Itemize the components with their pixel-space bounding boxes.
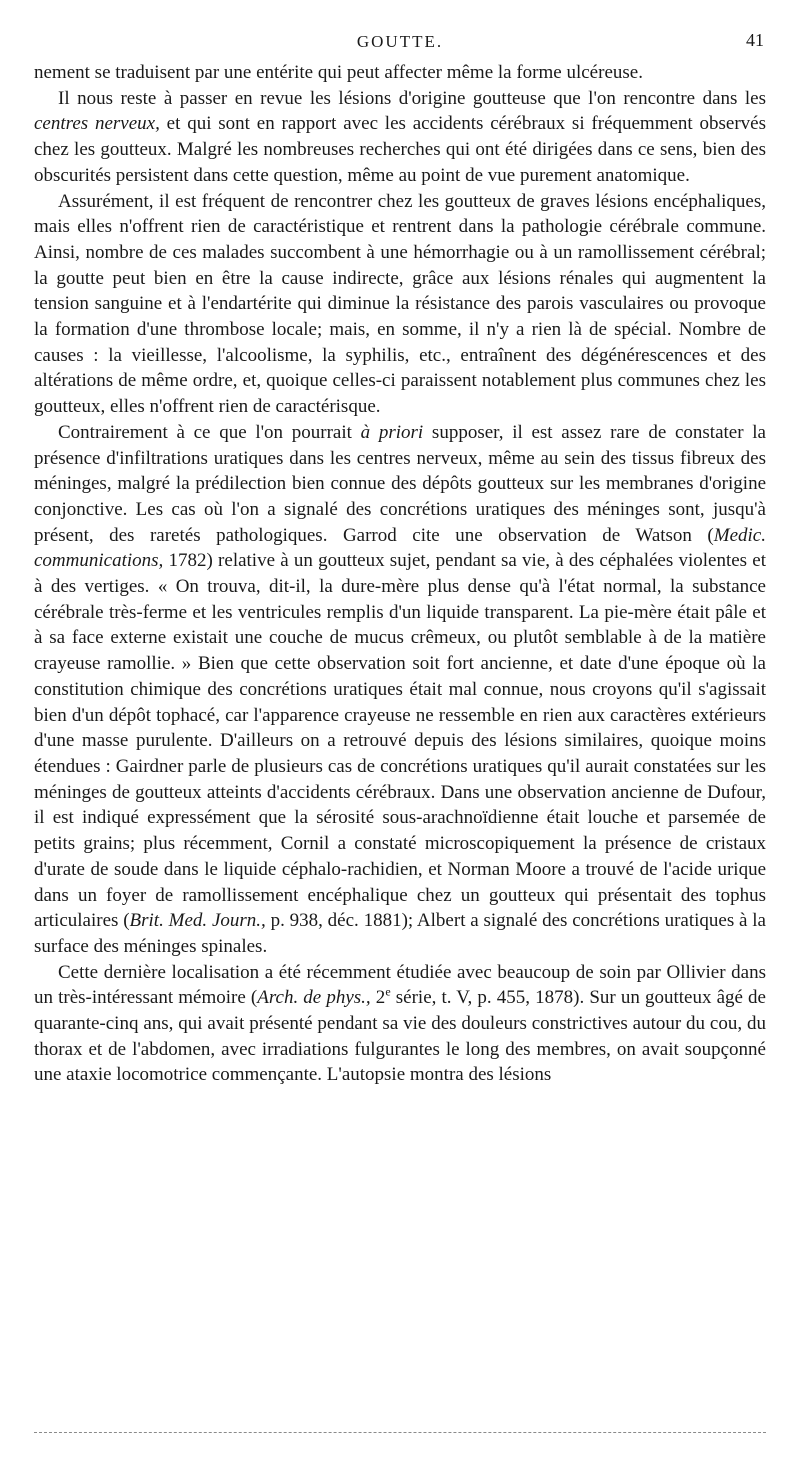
italic-text: Brit. Med. Journ., [129, 910, 266, 932]
paragraph-2 [34, 86, 766, 189]
text-run: 2 [370, 987, 386, 1009]
italic-text: Medic. communications, [34, 524, 766, 572]
text-run: nement se traduisent par une entérite qui peut affecter même la forme ulcéreuse. [34, 62, 643, 83]
paragraph-3 [34, 189, 766, 420]
text-run: et qui sont en rapport avec les accidents cérébraux si fréquemment observés chez les goutteux. Malgré les nombreuses recherches qui ont été dirigées dans ce sens, bien des obscurités persistent dans cette question, même au point de vue purement anatomique. [34, 113, 766, 186]
text-run: Cette dernière localisation a été récemment étudiée avec beaucoup de soin par Ollivier dans un très-intéressant mémoire ( [34, 961, 766, 1009]
page-header [34, 30, 766, 60]
paragraph-5 [34, 960, 766, 1089]
page-number: 41 [746, 30, 764, 50]
paragraph-1 [34, 60, 766, 86]
text-run: Assurément, il est fréquent de rencontrer chez les goutteux de graves lésions encéphaliques, mais elles n'offrent rien de caractéristique et rentrent dans la pathologie cérébrale commune. Ainsi, nombre de ces malades succombent à une hémorrhagie ou à un ramollissement cérébral; la goutte peut bien en être la cause indirecte, grâce aux lésions rénales qui augmentent la tension sanguine et à l'endartérite qui diminue la résistance des parois vasculaires ou provoque la formation d'une thrombose locale; mais, en somme, il n'y a rien là de spécial. Nombre de causes : la vieillesse, l'alcoolisme, la syphilis, etc., entraînent des dégénérescences et des altérations de même ordre, et, quoique celles-ci paraissent notablement plus communes chez les goutteux, elles n'offrent rien de caractérisque. [34, 190, 766, 418]
text-run: supposer, il est assez rare de constater la présence d'infiltrations uratiques dans les centres nerveux, même au sein des tissus fibreux des méninges, malgré la prédilection bien connue des dépôts goutteux sur les membranes d'origine conjonctive. Les cas où l'on a signalé des concrétions uratiques des méninges sont, jusqu'à présent, des raretés pathologiques. Garrod cite une observation de Watson ( [34, 421, 766, 546]
text-run: Il nous reste à passer en revue les lésions d'origine goutteuse que l'on rencontre dans les [58, 87, 766, 109]
footer-rule [34, 1432, 766, 1433]
italic-text: à priori [360, 421, 424, 443]
text-run: Contrairement à ce que l'on pourrait [58, 421, 361, 443]
text-run: série, t. V, p. 455, 1878). Sur un goutteux âgé de quarante-cinq ans, qui avait présenté pendant sa vie des douleurs constrictives autour du cou, du thorax et de l'abdomen, avec irradiations fulgurantes le long des membres, on avait soupçonné une ataxie locomotrice commençante. L'autopsie montra des lésions [34, 987, 766, 1086]
text-run: p. 938, déc. 1881); Albert a signalé des concrétions uratiques à la surface des méninges spinales. [34, 910, 766, 957]
superscript-text: e [385, 984, 391, 999]
document-page [34, 30, 766, 1088]
paragraph-4 [34, 420, 766, 960]
italic-text: Arch. de phys., [257, 987, 371, 1009]
italic-text: centres nerveux, [34, 113, 160, 135]
text-run: 1782) relative à un goutteux sujet, pendant sa vie, à des céphalées violentes et à des vertiges. « On trouva, dit-il, la dure-mère plus dense qu'à l'état normal, la substance cérébrale très-ferme et les ventricules remplis d'un liquide transparent. La pie-mère était pâle et à sa face externe existait une couche de mucus crêmeux, ou plutôt semblable à de la matière crayeuse ramollie. » Bien que cette observation soit fort ancienne, et date d'une époque où la constitution chimique des concrétions uratiques était mal connue, nous croyons qu'il s'agissait bien d'un dépôt tophacé, car l'apparence crayeuse ne ressemble en rien aux caractères extérieurs d'une masse purulente. D'ailleurs on a retrouvé depuis des lésions similaires, quoique moins étendues : Gairdner parle de plusieurs cas de concrétions uratiques qu'il aurait constatées sur les méninges de goutteux atteints d'accidents cérébraux. Dans une observation ancienne de Dufour, il est indiqué expressément que la sérosité sous-arachnoïdienne était louche et parsemée de petits grains; plus récemment, Cornil a constaté microscopiquement la présence de cristaux d'urate de soude dans le liquide céphalo-rachidien, et Norman Moore a trouvé de l'acide urique dans un foyer de ramollissement encéphalique chez un goutteux qui présentait des tophus articulaires ( [34, 550, 766, 932]
body-text [34, 60, 766, 1088]
running-title: GOUTTE. [356, 32, 444, 51]
